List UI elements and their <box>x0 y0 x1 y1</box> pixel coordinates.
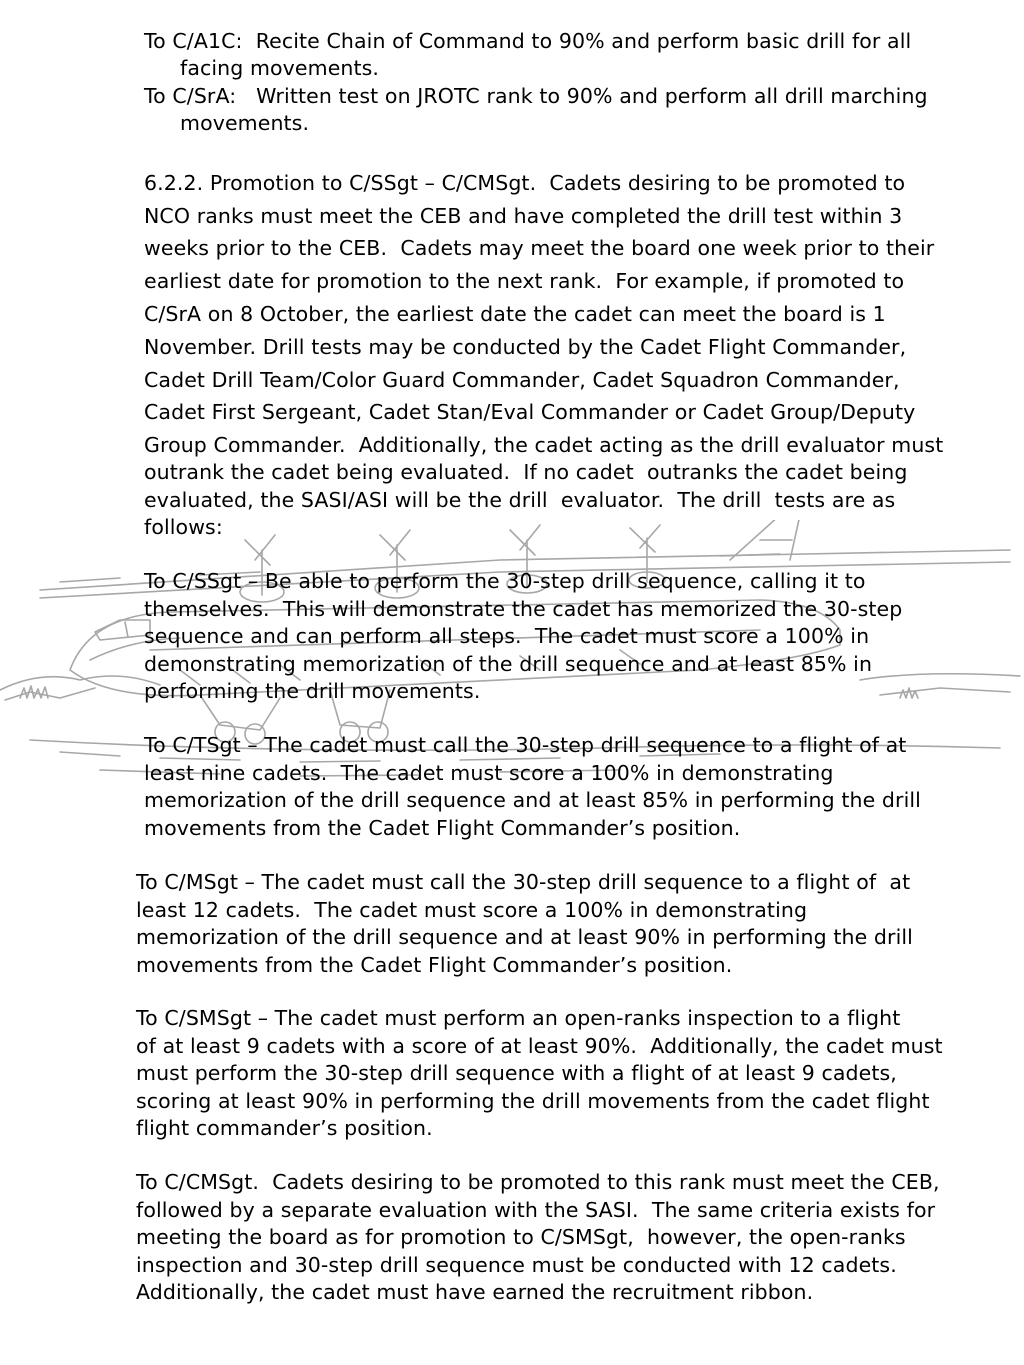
promotion-a1c-line2: facing movements. <box>180 56 380 80</box>
promotion-a1c-line1: To C/A1C: Recite Chain of Command to 90% and perform basic drill for all <box>144 29 912 53</box>
drill-test-cmsgt-paragraph: To C/CMSgt. Cadets desiring to be promoted to this rank must meet the CEB, followed by a separate evaluation with the SASI. The same criteria exists for meeting the board as for promotion to C/SMSgt, however, the open-ranks inspection and 30-step drill sequence must be conducted with 12 cadets. Additionally, the cadet must have earned the recruitment ribbon. <box>136 1170 940 1304</box>
drill-test-ssgt-paragraph: To C/SSgt – Be able to perform the 30-step drill sequence, calling it to themselves. This will demonstrate the cadet has memorized the 30-step sequence and can perform all steps. The cadet must score a 100% in demonstrating memorization of the drill sequence and at least 85% in performing the drill movements. <box>144 569 903 703</box>
section-6-2-2-line: Cadet First Sergeant, Cadet Stan/Eval Commander or Cadet Group/Deputy <box>144 400 916 424</box>
promotion-sra-line1: To C/SrA: Written test on JROTC rank to 90% and perform all drill marching <box>144 84 928 108</box>
section-6-2-2-line: weeks prior to the CEB. Cadets may meet the board one week prior to their <box>144 236 935 260</box>
drill-test-msgt-paragraph: To C/MSgt – The cadet must call the 30-step drill sequence to a flight of at least 12 cadets. The cadet must score a 100% in demonstrating memorization of the drill sequence and at least 90% in performing the drill movements from the Cadet Flight Commander’s position. <box>136 870 913 977</box>
section-6-2-2-line: NCO ranks must meet the CEB and have completed the drill test within 3 <box>144 204 903 228</box>
section-6-2-2-line: November. Drill tests may be conducted by the Cadet Flight Commander, <box>144 335 907 359</box>
section-6-2-2-line: earliest date for promotion to the next rank. For example, if promoted to <box>144 269 905 293</box>
promotion-sra-line2: movements. <box>180 111 310 135</box>
section-6-2-2-line: 6.2.2. Promotion to C/SSgt – C/CMSgt. Cadets desiring to be promoted to <box>144 171 906 195</box>
drill-test-smsgt-paragraph: To C/SMSgt – The cadet must perform an open-ranks inspection to a flight of at least 9 cadets with a score of at least 90%. Additionally, the cadet must must perform the 30-step drill sequence with a flight of at least 9 cadets, scoring at least 90% in performing the drill movements from the cadet flight flight commander’s position. <box>136 1006 943 1140</box>
drill-test-tsgt-paragraph: To C/TSgt – The cadet must call the 30-step drill sequence to a flight of at least nine cadets. The cadet must score a 100% in demonstrating memorization of the drill sequence and at least 85% in performing the drill movements from the Cadet Flight Commander’s position. <box>144 733 921 840</box>
section-6-2-2-line: C/SrA on 8 October, the earliest date the cadet can meet the board is 1 <box>144 302 886 326</box>
section-6-2-2-line: evaluated, the SASI/ASI will be the drill evaluator. The drill tests are as <box>144 488 896 512</box>
section-6-2-2-line: outrank the cadet being evaluated. If no cadet outranks the cadet being <box>144 460 908 484</box>
section-6-2-2-line: Cadet Drill Team/Color Guard Commander, Cadet Squadron Commander, <box>144 368 900 392</box>
section-6-2-2-line: follows: <box>144 515 223 539</box>
section-6-2-2-line: Group Commander. Additionally, the cadet acting as the drill evaluator must <box>144 433 944 457</box>
